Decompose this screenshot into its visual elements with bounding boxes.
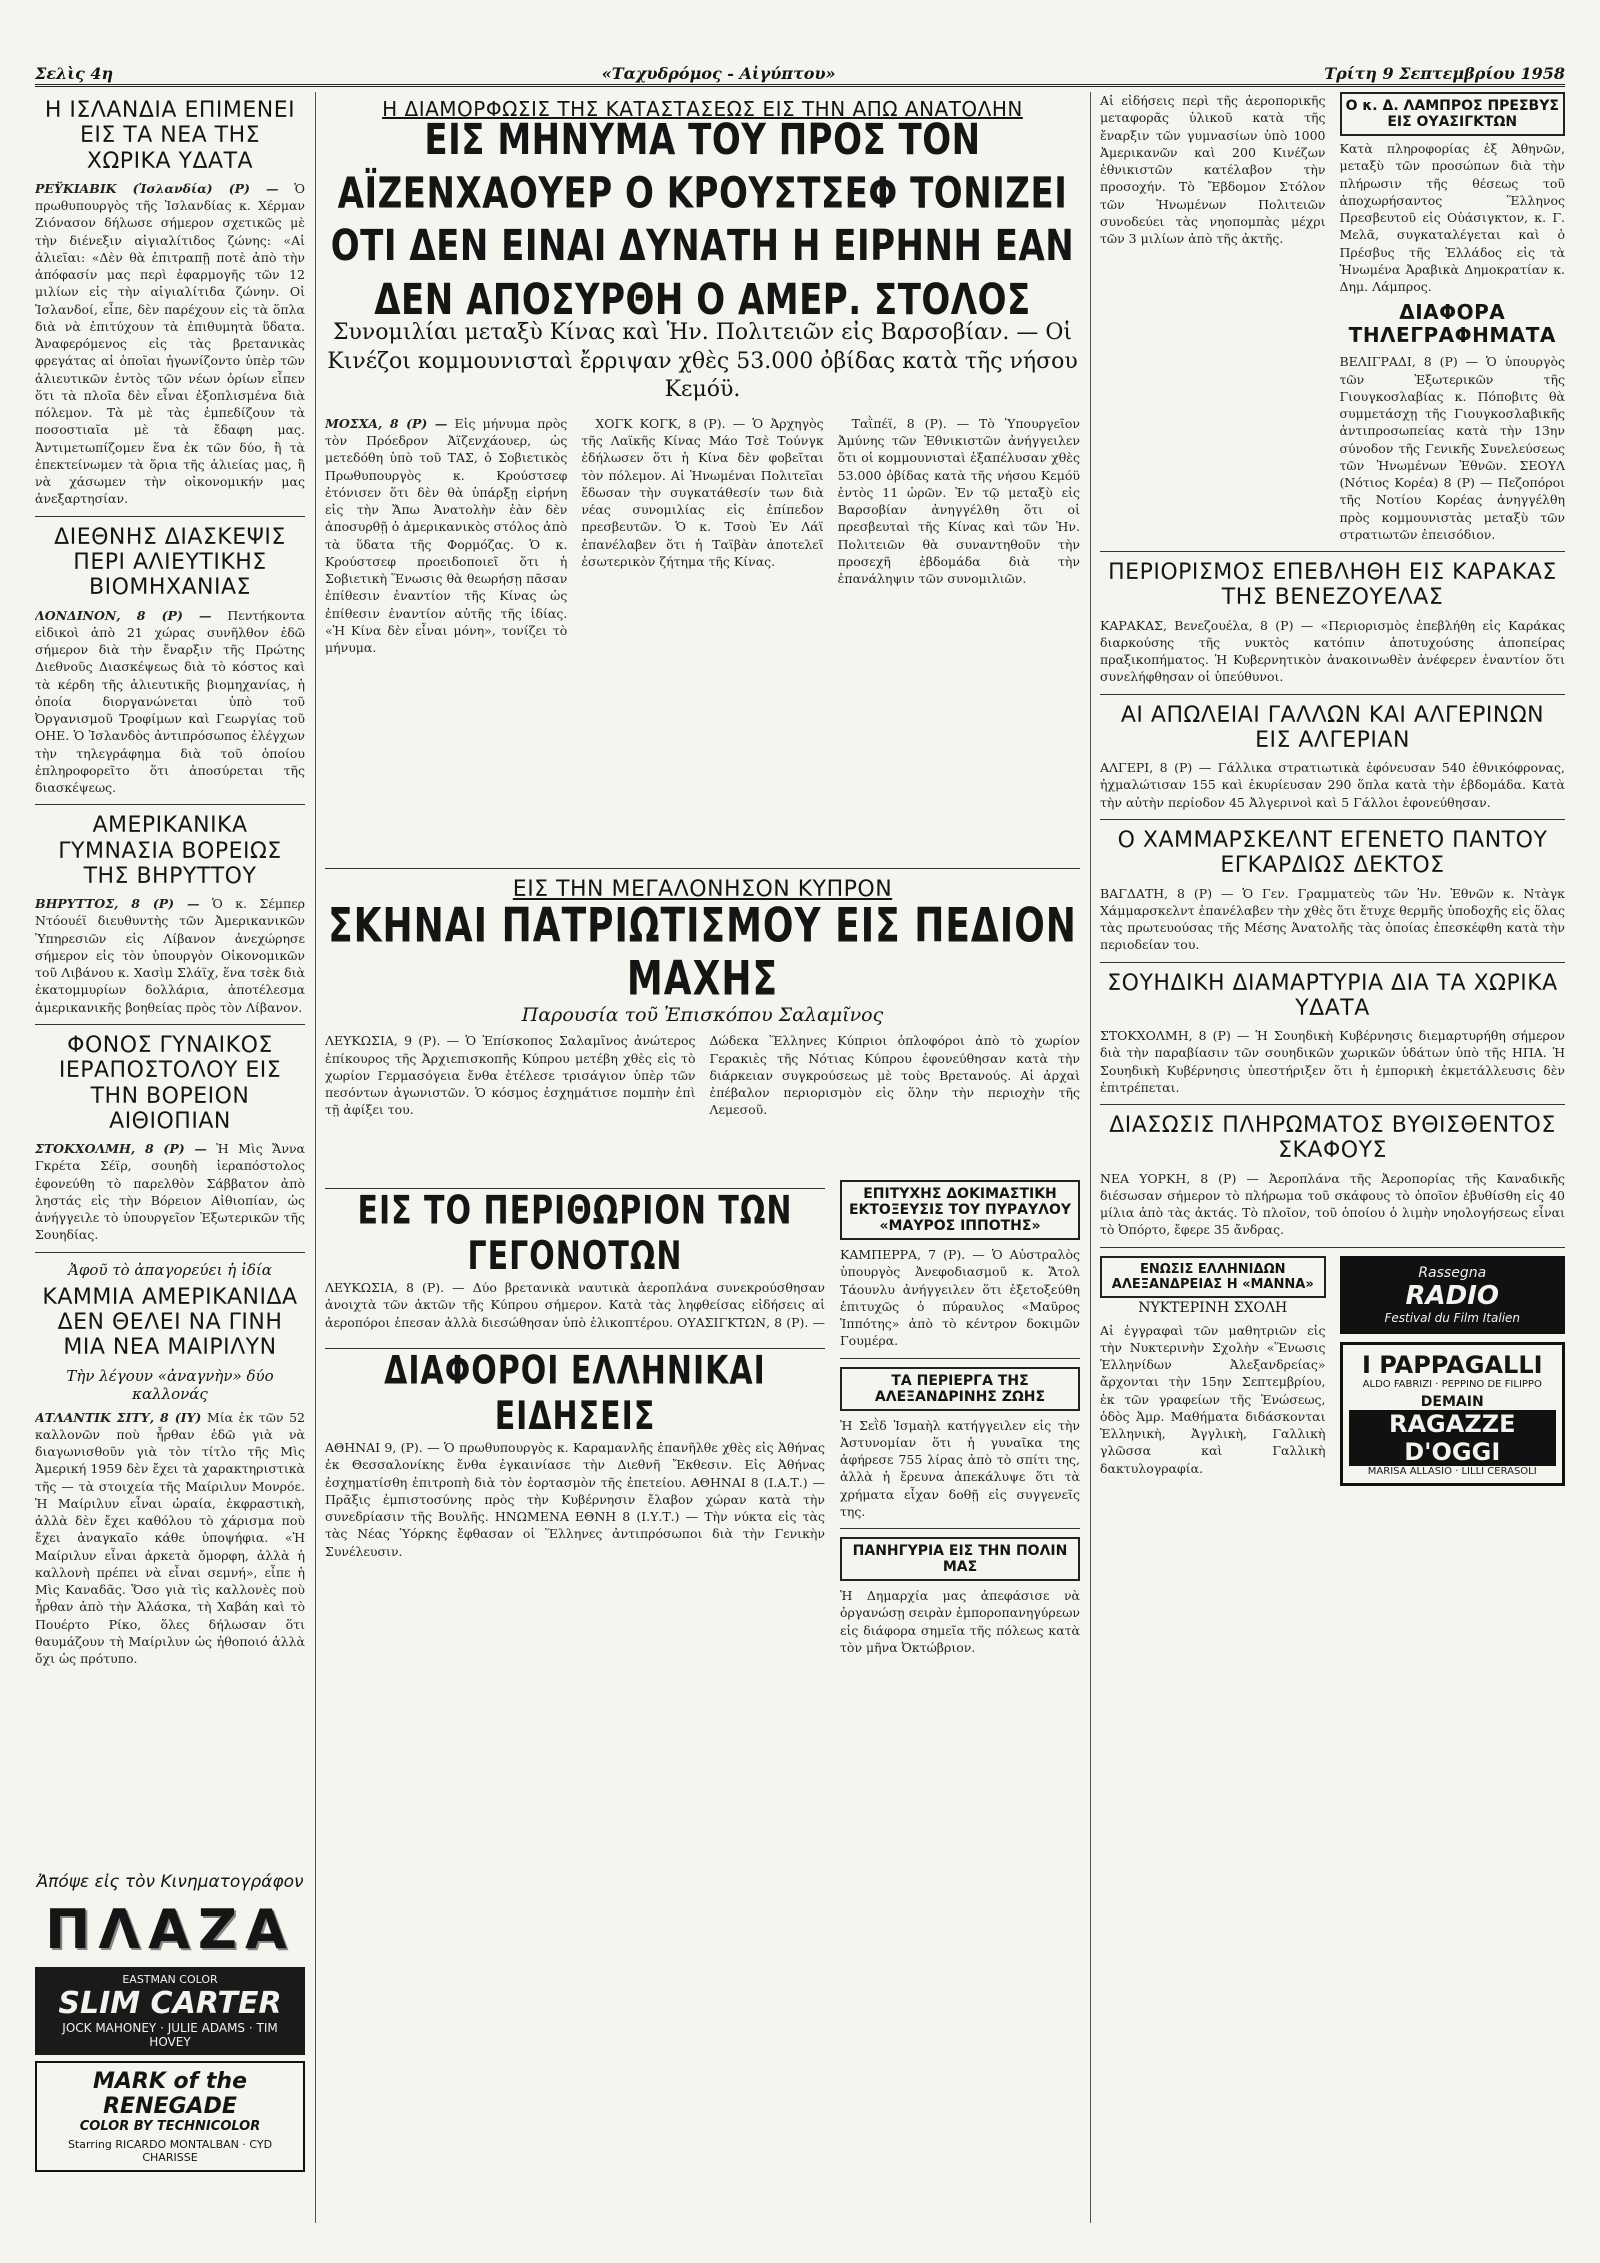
divider bbox=[35, 1252, 305, 1253]
divider bbox=[840, 1358, 1080, 1359]
dateline: ΡΕΫΚΙΑΒΙΚ (Ἰσλανδία) (P) — bbox=[35, 180, 279, 196]
divider bbox=[1100, 962, 1565, 963]
headline-marilyn: ΚΑΜΜΙΑ ΑΜΕΡΙΚΑΝΙΔΑ ΔΕΝ ΘΕΛΕΙ ΝΑ ΓΙΝΗ ΜΙΑ ΝΕΑ ΜΑΙΡΙΛΥΝ bbox=[42, 1284, 298, 1361]
masthead bbox=[35, 62, 1565, 87]
headline-swedish: ΣΟΥΗΔΙΚΗ ΔΙΑΜΑΡΤΥΡΙΑ ΔΙΑ ΤΑ ΧΩΡΙΚΑ ΥΔΑΤΑ bbox=[1107, 970, 1558, 1021]
italian-film-ads bbox=[1340, 1256, 1566, 1486]
body-text: Ὁ κ. Σέμπερ Ντόουέϊ διευθυντὴς τῶν Ἀμερικανικῶν Ὑπηρεσιῶν εἰς Λίβανον ἀνεχώρησε σήμερον εἰς τὸν ὑπουργὸν Οἰκονομικῶν τοῦ Λιβάνου κ. Χασὶμ Σλάϊχ, ἕνα τσὲκ διὰ ἐκατομμυρίων δολλάρια, ἀποτέλεσμα ἀμερικανικῆς βοηθείας πρὸς τὸν Λίβανον. bbox=[35, 896, 305, 1015]
margin-text: ΛΕΥΚΩΣΙΑ, 8 (P). — Δύο βρετανικὰ ναυτικὰ ἀεροπλάνα συνεκρούσθησαν ἀνοιχτὰ τῶν ἀκτῶν τῆς Κύπρου σήμερον. Κατὰ τὰς ληφθείσας εἰδήσεις αἱ ἀεροπόροι ἐπεσαν ἀλλὰ διεσώθησαν ὑπὸ ἐλικοπτέρου. ΟΥΑΣΙΓΚΤΩΝ, 8 (P). — bbox=[325, 1280, 825, 1330]
ad-line: Festival du Film Italien bbox=[1384, 1310, 1521, 1325]
manna-text: Αἱ ἐγγραφαὶ τῶν μαθητριῶν εἰς τὴν Νυκτερινὴν Σχολὴν «Ἕνωσις Ἑλληνίδων Ἀλεξανδρείας» ἄρχονται τὴν 15ην Σεπτεμβρίου, ἐκ τῶν γραφείων τῆς Ἑνώσεως, ὁδὸς Ἀμρ. Μαθήματα διδάσκονται Ἑλληνικὴ, Ἀγγλικὴ, Γαλλικὴ γλῶσσα καὶ Γαλλικὴ δακτυλογραφία. bbox=[1100, 1322, 1326, 1476]
lambros-box bbox=[1340, 92, 1566, 543]
cinema-ad bbox=[35, 1870, 305, 2220]
article-beirut bbox=[35, 895, 305, 1016]
dateline: ΛΟΝΔΙΝΟΝ, 8 (P) — bbox=[35, 607, 212, 623]
margin-headline: ΕΙΣ ΤΟ ΠΕΡΙΘΩΡΙΟΝ ΤΩΝ ΓΕΓΟΝΟΤΩΝ bbox=[357, 1188, 793, 1280]
rocket-headline: ΕΠΙΤΥΧΗΣ ΔΟΚΙΜΑΣΤΙΚΗ ΕΚΤΟΞΕΥΣΙΣ ΤΟΥ ΠΥΡΑΥΛΟΥ «ΜΑΥΡΟΣ ΙΠΠΟΤΗΣ» bbox=[840, 1180, 1080, 1240]
rescue-text: ΝΕΑ ΥΟΡΚΗ, 8 (P) — Ἀεροπλάνα τῆς Ἀεροπορίας τῆς Καναδικῆς διέσωσαν σήμερον τὸ πλήρωμα τοῦ σκάφους τὸ ὁποῖον ἐβυθίσθη εἰς 40 μίλια ἀπὸ τὰς ἀκτάς. Τὸ πλοῖον, τοῦ ὁποίου ὁ λιμὴν νηολογήσεως εἶναι τὸ Ὀπόρτο, ἔφερε 35 ἄνδρας. bbox=[1100, 1170, 1565, 1238]
ad-line: DEMAIN bbox=[1420, 1393, 1484, 1410]
kicker-marilyn: Ἀφοῦ τὸ ἀπαγορεύει ἡ ἰδία bbox=[68, 1260, 272, 1279]
middle-right-column bbox=[840, 1180, 1080, 2220]
divider bbox=[325, 868, 1080, 869]
ad-line: Rassegna bbox=[1418, 1264, 1487, 1281]
alex-life-text: Ἡ Σεῒδ Ἰσμαὴλ κατήγγειλεν εἰς τὴν Ἀστυνομίαν ὅτι ἡ γυναῖκα της ἀφήρεσε 755 λίρας ἀπὸ τὸ σπίτι της, ἀλλὰ ἡ ἔρευνα ἀπεκάλυψε ὅτι τὰ χρήματα εἶχαν δοθῇ εἰς συγγενεῖς της. bbox=[840, 1417, 1080, 1519]
algeria-text: ΑΛΓΕΡΙ, 8 (P) — Γάλλικα στρατιωτικὰ ἐφόνευσαν 540 ἐθνικόφρονας, ἠχμαλώτισαν 155 καὶ ἐκυρίευσαν 290 ὅπλα κατὰ τὴν ἑβδομάδα. Κατὰ τὴν αὐτὴν περίοδον 45 Ἀλγερινοὶ καὶ 5 Γάλλοι ἐφονεύθησαν. bbox=[1100, 760, 1565, 810]
cyprus-headline: ΣΚΗΝΑΙ ΠΑΤΡΙΩΤΙΣΜΟΥ ΕΙΣ ΠΕΔΙΟΝ ΜΑΧΗΣ bbox=[328, 899, 1077, 1007]
greek-news bbox=[325, 1340, 825, 2220]
dateline: ΒΗΡΥΤΤΟΣ, 8 (P) — bbox=[35, 896, 200, 912]
greek-text: ΑΘΗΝΑΙ 9, (P). — Ὁ πρωθυπουργὸς κ. Καραμανλῆς ἐπανῆλθε χθὲς εἰς Ἀθήνας ἐκ Θεσσαλονίκης ἔνθα ἐγκαινίασε τὴν Διεθνῆ Ἔκθεσιν. Εἰς Ἀθήνας ἐσχηματίσθη ἐπιτροπὴ διὰ τὸν ἐορτασμὸν τῆς ἐπετείου. ΑΘΗΝΑΙ 8 (Ι.Α.Τ.) — Πρᾶξις ἐμπιστοσύνης πρὸς τὴν Κυβέρνησιν ἔλαβον χώραν κατὰ τὴν συνεδρίασιν τῆς Βουλῆς. ΗΝΩΜΕΝΑ ΕΘΝΗ 8 (Ι.Υ.Τ.) — Τὴν νύκτα εἰς τὰς τὰς Νέας Ὑόρκης ἔφθασαν οἱ Ἕλληνες ἀντιπρόσωποι διὰ τὴν Γενικὴν Συνέλευσιν. bbox=[325, 1440, 825, 1559]
dateline: ΜΟΣΧΑ, 8 (P) — bbox=[325, 415, 448, 431]
manna-subhead: ΝΥΚΤΕΡΙΝΗ ΣΧΟΛΗ bbox=[1138, 1299, 1288, 1316]
headline-rescue: ΔΙΑΣΩΣΙΣ ΠΛΗΡΩΜΑΤΟΣ ΒΥΘΙΣΘΕΝΤΟΣ ΣΚΑΦΟΥΣ bbox=[1109, 1113, 1556, 1164]
manna-notice bbox=[1100, 1256, 1326, 1486]
headline-fisheries: ΔΙΕΘΝΗΣ ΔΙΑΣΚΕΨΙΣ ΠΕΡΙ ΑΛΙΕΥΤΙΚΗΣ ΒΙΟΜΗΧΑΝΙΑΣ bbox=[54, 524, 286, 601]
headline-iceland: Η ΙΣΛΑΝΔΙΑ ΕΠΙΜΕΝΕΙ ΕΙΣ ΤΑ ΝΕΑ ΤΗΣ ΧΩΡΙΚΑ ΥΔΑΤΑ bbox=[44, 98, 296, 174]
body-text: Μία ἐκ τῶν 52 καλλονῶν ποὺ ἦρθαν ἐδῶ γιὰ νὰ διαγωνισθοῦν γιὰ τὸν τίτλο τῆς Μὶς Ἀμερική 1959 δὲν ἔχει τὰ χαρακτηριστικὰ τῆς — τὰ στοιχεία τῆς Μαίριλυν Μονρόε. Ἡ Μαίριλυν εἶναι ὡραία, ἐκφραστικὴ, ἀλλὰ δὲν ἔχει καθόλου τὸ χάρισμα ποὺ ἔχει ἀναγκαῖο κάθε ὑποψήφια. «Ἡ Μαίριλυν εἶναι ἀρκετὰ ὄμορφη, ἀλλὰ ἡ καλλονὴ πρέπει νὰ εἶναι σεμνή», εἶπε ἡ Μὶς Καναδᾶς. Ὅσο γιὰ τὶς καλλονὲς ποὺ ἦρθαν ἀπὸ τὴν Ἀλάσκα, τὴ Χαβάη καὶ τὸ Πουέρτο Ρίκο, ὅλες δήλωσαν ὅτι θαυμάζουν τὴ Μαίριλυν ὡς ἠθοποιό ἀλλὰ ὄχι ὡς πρότυπο. bbox=[35, 1409, 305, 1666]
headline-caracas: ΠΕΡΙΟΡΙΣΜΟΣ ΕΠΕΒΛΗΘΗ ΕΙΣ ΚΑΡΑΚΑΣ ΤΗΣ ΒΕΝΕΖΟΥΕΛΑΣ bbox=[1108, 560, 1557, 611]
column-rule bbox=[1090, 92, 1091, 2223]
hammarskjold-text: ΒΑΓΔΑΤΗ, 8 (P) — Ὁ Γεν. Γραμματεὺς τῶν Ἡν. Ἐθνῶν κ. Ντὰγκ Χάμμαρσκελντ ἐπανέλαβεν τὴν χθὲς ὅτι ἔτυχε θερμῆς ὑποδοχῆς εἰς ὅλας τὰς πρωτευούσας τῆς Μέσης Ἀνατολῆς τὰς ὁποίας ἐπεσκέφθη κατὰ τὴν περιοδείαν του. bbox=[1100, 885, 1565, 953]
divider bbox=[1100, 819, 1565, 820]
lambros-headline: Ο κ. Δ. ΛΑΜΠΡΟΣ ΠΡΕΣΒΥΣ ΕΙΣ ΟΥΑΣΙΓΚΤΩΝ bbox=[1340, 92, 1566, 136]
fairs-text: Ἡ Δημαρχία μας ἀπεφάσισε νὰ ὀργανώσῃ σειρὰν ἐμποροπανηγύρεων εἰς διάφορα σημεῖα τῆς πόλεως κατὰ τὸν μῆνα Ὀκτώβριον. bbox=[840, 1588, 1080, 1655]
divider bbox=[840, 1528, 1080, 1529]
pappagalli-ad bbox=[1340, 1342, 1566, 1486]
body-text: Πεντήκοντα εἰδικοὶ ἀπὸ 21 χώρας συνῆλθον ἐδῶ σήμερον διὰ τὴν ἔναρξιν τῆς Πρώτης Διεθνοῦς Διασκέψεως διὰ τὸ κόστος καὶ τὰ κέρδη τῆς ἁλιευτικῆς βιομηχανίας, ἡ ὁποία διοργανώνεται ὑπὸ τοῦ Ὀργανισμοῦ Τροφίμων καὶ Γεωργίας τοῦ ΟΗΕ. Ὁ Ἰσλανδὸς ἀντιπρόσωπος ἐλέγχων τὴν τηλεγράφημα διὰ τοῦ ὁποίου ἐπληροφορεῖτο ὅτι ἀποσύρεται τῆς διασκέψεως. bbox=[35, 607, 305, 796]
issue-date: Τρίτη 9 Σεπτεμβρίου 1958 bbox=[1324, 63, 1565, 83]
column-rule bbox=[315, 92, 316, 2223]
headline-algeria: ΑΙ ΑΠΩΛΕΙΑΙ ΓΑΛΛΩΝ ΚΑΙ ΑΛΓΕΡΙΝΩΝ ΕΙΣ ΑΛΓΕΡΙΑΝ bbox=[1120, 702, 1545, 753]
main-text-2: ΧΟΓΚ ΚΟΓΚ, 8 (P). — Ὁ Ἀρχηγὸς τῆς Λαϊκῆς Κίνας Μάο Τσὲ Τούνγκ ἐδήλωσεν ὅτι ἡ Κίνα δὲν φοβεῖται τὸν πόλεμον. Αἱ Ἡνωμέναι Πολιτεῖαι ἔδωσαν τὴν συγκατάθεσίν των διὰ νέας συνομιλίας εἰς ἐπίπεδον πρεσβευτῶν. Ὁ κ. Τσοὺ Ἐν Λάϊ ἐπανέλαβεν ὅτι ἡ Ταϊβὰν ἀποτελεῖ ἐσωτερικὸν ζήτημα τῆς Κίνας. bbox=[581, 415, 824, 569]
right-main-continued: Αἱ εἰδήσεις περὶ τῆς ἀεροπορικῆς μεταφορᾶς ὑλικοῦ κατὰ τῆς ἔναρξιν τῶν γυμνασίων ὑπὸ 1000 Ἀμερικανῶν καὶ 200 Κινέζων ἐθνικιστῶν κατέλαβον τὴν προσοχήν. Τὸ Ἔβδομον Στόλον τῶν Ἡνωμένων Πολιτειῶν συνοδεύει τὰς νηοπομπὰς μέχρι τῶν 3 μιλίων ἀπὸ τῆς ἀκτῆς. bbox=[1100, 93, 1326, 246]
film-cast: Starring RICARDO MONTALBAN · CYD CHARISSE bbox=[67, 2138, 273, 2164]
cyprus-deck: Παρουσία τοῦ Ἐπισκόπου Σαλαμῖνος bbox=[521, 1004, 884, 1027]
body-text: Ἡ Μὶς Ἄννα Γκρέτα Σέϊρ, σουηδὴ ἱεραπόστολος ἐφονεύθη τὸ παρελθὸν Σάββατον ἀπὸ ληστάς εἰς τὴν Βόρειον Αἰθιοπίαν, ὡς ἀνήγγειλε τὸ ὑπουργεῖον Ἐξωτερικῶν τῆς Σουηδίας. bbox=[35, 1141, 305, 1243]
film-cast: MARISA ALLASIO · LILLI CERASOLI bbox=[1367, 1465, 1537, 1477]
main-kicker: Η ΔΙΑΜΟΡΦΩΣΙΣ ΤΗΣ ΚΑΤΑΣΤΑΣΕΩΣ ΕΙΣ ΤΗΝ ΑΠΩ ΑΝΑΤΟΛΗΝ bbox=[382, 97, 1023, 121]
film-ad-1 bbox=[35, 1967, 305, 2055]
right-bottom bbox=[1100, 1256, 1565, 1486]
film-color: EASTMAN COLOR bbox=[122, 1973, 218, 1986]
headline-hammarskjold: Ο ΧΑΜΜΑΡΣΚΕΛΝΤ ΕΓΕΝΕΤΟ ΠΑΝΤΟΥ ΕΓΚΑΡΔΙΩΣ ΔΕΚΤΟΣ bbox=[1117, 827, 1548, 879]
cyprus-text-1: ΛΕΥΚΩΣΙΑ, 9 (P). — Ὁ Ἐπίσκοπος Σαλαμῖνος ἀνώτερος ἐπίκουρος τῆς Ἀρχιεπισκοπῆς Κύπρου μετέβη χθὲς εἰς τὸ χωρίον Γερμασόγεια ἔνθα ἐτέλεσε τρισάγιον ὑπὲρ τῶν πεσόντων ἀγωνιστῶν. Ὁ κόσμος ἐσχημάτισε πομπὴν ἐπὶ τῇ ἀφίξει του. bbox=[325, 1033, 696, 1118]
cyprus-text-2: Δώδεκα Ἕλληνες Κύπριοι ὁπλοφόροι ἀπὸ τὸ χωρίον Γερακιὲς τῆς Νότιας Κύπρου ἐφονεύθησαν κατὰ τὴν διάρκειαν συγκρούσεως μὲ τοὺς Βρετανούς. Αἱ ἀρχαὶ ἐπέβαλον περιορισμὸν εἰς ὅλην τὴν περιοχὴν τῆς Λεμεσοῦ. bbox=[709, 1033, 1080, 1118]
dateline: ΑΤΛΑΝΤΙΚ ΣΙΤΥ, 8 (ΙΥ) bbox=[35, 1409, 202, 1425]
divider bbox=[1100, 694, 1565, 695]
main-columns bbox=[325, 415, 1080, 657]
cyprus-columns bbox=[325, 1032, 1080, 1118]
film-title: RAGAZZE D'OGGI bbox=[1349, 1410, 1557, 1466]
film-title: MARK of the RENEGADE bbox=[92, 2069, 247, 2119]
film-title: I PAPPAGALLI bbox=[1361, 1350, 1543, 1379]
film-color: COLOR BY TECHNICOLOR bbox=[79, 2119, 261, 2134]
film-cast: ALDO FABRIZI · PEPPINO DE FILIPPO bbox=[1362, 1378, 1542, 1390]
main-story bbox=[325, 92, 1080, 847]
film-title: SLIM CARTER bbox=[58, 1986, 282, 2021]
manna-headline: ΕΝΩΣΙΣ ΕΛΛΗΝΙΔΩΝ ΑΛΕΞΑΝΔΡΕΙΑΣ Η «ΜΑΝΝΑ» bbox=[1100, 1256, 1326, 1298]
cyprus-story bbox=[325, 860, 1080, 1170]
ad-kicker: Ἀπόψε εἰς τὸν Κινηματογράφον bbox=[36, 1872, 304, 1892]
main-text-1 bbox=[325, 415, 567, 657]
main-headline: ΕΙΣ ΜΗΝΥΜΑ ΤΟΥ ΠΡΟΣ ΤΟΝ ΑΪΖΕΝΧΑΟΥΕΡ Ο ΚΡΟΥΣΤΣΕΦ ΤΟΝΙΖΕΙ ΟΤΙ ΔΕΝ ΕΙΝΑΙ ΔΥΝΑΤΗ Η ΕΙΡΗΝΗ ΕΑΝ ΔΕΝ ΑΠΟΣΥΡΘΗ Ο ΑΜΕΡ. ΣΤΟΛΟΣ bbox=[330, 115, 1075, 325]
headline-ethiopia: ΦΟΝΟΣ ΓΥΝΑΙΚΟΣ ΙΕΡΑΠΟΣΤΟΛΟΥ ΕΙΣ ΤΗΝ ΒΟΡΕΙΟΝ ΑΙΘΙΟΠΙΑΝ bbox=[58, 1032, 282, 1134]
greek-headline: ΔΙΑΦΟΡΟΙ ΕΛΛΗΝΙΚΑΙ ΕΙΔΗΣΕΙΣ bbox=[384, 1348, 766, 1440]
divider bbox=[1100, 1104, 1565, 1105]
divider bbox=[35, 516, 305, 517]
telegrams-text: ΒΕΛΙΓΡΑΔΙ, 8 (P) — Ὁ ὑπουργὸς τῶν Ἐξωτερικῶν τῆς Γιουγκοσλαβίας κ. Πόποβιτς θὰ συμμετάσχῃ τῆς Γιουγκοσλαβικῆς ἀντιπροσωπείας κατὰ τὴν 13ην σύνοδον τῆς Γενικῆς Συνελεύσεως τῶν Ἡνωμένων Ἐθνῶν. ΣΕΟΥΛ (Νότιος Κορέα) 8 (P) — Πεζοπόροι τῆς Νοτίου Κορέας ἀνηγγέλθη πρὸς κομμουνιστὰς μεταξὺ τῶν στρατιωτῶν ἐπεισόδιον. bbox=[1339, 354, 1565, 542]
margin-story bbox=[325, 1180, 825, 1330]
divider bbox=[1100, 1247, 1565, 1248]
article-ethiopia bbox=[35, 1140, 305, 1244]
divider bbox=[35, 1024, 305, 1025]
divider bbox=[35, 804, 305, 805]
film-cast: JOCK MAHONEY · JULIE ADAMS · TIM HOVEY bbox=[62, 2021, 278, 2049]
body-text: Ὁ πρωθυπουργὸς τῆς Ἰσλανδίας κ. Χέρμαν Ζιόνασον δήλωσε σήμερον σχετικῶς μὲ τὴν διένεξιν αἰγιαλίτιδος ζώνης: «Αἱ ἁλιεῖαι: «Δὲν θὰ ἐπιτραπῇ ποτὲ ἀπὸ τὴν ἀπόφασίν μας περὶ ἐφαρμογῆς τῶν 12 μιλίων εἰς τὴν αἰγιαλίτιδα ζώνην. Οἱ Ἰσλανδοί, εἶπε, δὲν παρέχουν εἰς τὰ ὅπλα διὰ νὰ ἐπιτύχουν τὰ ἐπιθυμητὰ ὕδατα. Ἀναφερόμενος εἰς τὰς βρετανικὰς φρεγάτας αἱ ὁποῖαι ἠγωνίζοντο ὑπὲρ τῶν ἁλιευτικῶν ἐντὸς τῶν νέων ὁρίων εἶπεν ὅτι τὰ πλοῖα δὲν εἶναι ἐξοπλισμένα διὰ πόλεμον. Τὰ μὲ τὰς ἐμπεδίζουν τὰ ποσοστιαῖα μὲ τὰ ἔδαφη μας. Ἀντιμετωπίζομεν ἕνα ἐκ τῶν δύο, ἢ τὰ ἐπεκτείνωμεν τὰ ὅρια τῆς ἁλιείας μας, ἢ νὰ χάσωμεν τὴν οἰκονομικήν μας ἀνεξαρτησίαν. bbox=[35, 180, 305, 507]
alex-life-headline: ΤΑ ΠΕΡΙΕΡΓΑ ΤΗΣ ΑΛΕΞΑΝΔΡΙΝΗΣ ΖΩΗΣ bbox=[840, 1367, 1080, 1411]
article-marilyn bbox=[35, 1409, 305, 1668]
subhead-marilyn: Τὴν λέγουν «ἀναγνὴν» δύο καλλονάς bbox=[66, 1366, 274, 1403]
radio-festival-ad bbox=[1340, 1256, 1566, 1334]
cinema-name: ΠΛΑΖΑ bbox=[45, 1898, 295, 1961]
article-iceland bbox=[35, 180, 305, 508]
article-fisheries bbox=[35, 607, 305, 797]
headline-telegrams: ΔΙΑΦΟΡΑ ΤΗΛΕΓΡΑΦΗΜΑΤΑ bbox=[1348, 300, 1556, 348]
newspaper-title: «Ταχυδρόμος - Αἰγύπτου» bbox=[601, 63, 836, 83]
film-ad-2 bbox=[35, 2061, 305, 2172]
divider bbox=[1100, 551, 1565, 552]
ad-line: RADIO bbox=[1405, 1280, 1499, 1311]
dateline: ΣΤΟΚΧΟΛΜΗ, 8 (P) — bbox=[35, 1141, 207, 1157]
fairs-headline: ΠΑΝΗΓΥΡΙΑ ΕΙΣ ΤΗΝ ΠΟΛΙΝ ΜΑΣ bbox=[840, 1537, 1080, 1581]
headline-beirut: ΑΜΕΡΙΚΑΝΙΚΑ ΓΥΜΝΑΣΙΑ ΒΟΡΕΙΩΣ ΤΗΣ ΒΗΡΥΤΤΟΥ bbox=[58, 813, 282, 889]
right-column bbox=[1100, 92, 1565, 2223]
main-deck: Συνομιλίαι μεταξὺ Κίνας καὶ Ἡν. Πολιτειῶν εἰς Βαρσοβίαν. — Οἱ Κινέζοι κομμουνισταὶ ἔρριψαν χθὲς 53.000 ὀβίδας κατὰ τῆς νήσου Κεμόϋ. bbox=[327, 320, 1078, 403]
page-number: Σελὶς 4η bbox=[35, 63, 114, 83]
caracas-text: ΚΑΡΑΚΑΣ, Βενεζουέλα, 8 (P) — «Περιορισμὸς ἐπεβλήθη εἰς Καράκας διαρκούσης τῆς νυκτὸς κατόπιν ἀποτυχούσης ἀποπείρας πραξικοπήματος. Ἡ Κυβερνητικὸν ἀνακοινωθὲν ἀνέφερεν ἐναντίον ὅτι συνελήφθησαν οἱ ὑπεύθυνοι. bbox=[1100, 617, 1565, 685]
cyprus-kicker: ΕΙΣ ΤΗΝ ΜΕΓΑΛΟΝΗΣΟΝ ΚΥΠΡΟΝ bbox=[512, 877, 893, 902]
right-top bbox=[1100, 92, 1565, 543]
body-text: Εἰς μήνυμα πρὸς τὸν Πρόεδρον Ἀϊζενχάουερ, ὡς μετεδόθη ὑπὸ τοῦ ΤΑΣ, ὁ Σοβιετικὸς Πρωθυπουργὸς κ. Κρούστσεφ ἐτόνισεν ὅτι δὲν θὰ ὑπάρξῃ εἰρήνη εἰς τὴν Ἄπω Ἀνατολὴν ἐὰν δὲν ἀποσυρθῇ ὁ ἀμερικανικὸς στόλος ἀπὸ τὰ ὕδατα τῆς Φορμόζας. Ὁ κ. Κρούστσεφ προειδοποιεῖ ὅτι ἡ Σοβιετικὴ Ἕνωσις θὰ θεωρήσῃ πᾶσαν ἐπίθεσιν ἐναντίον τῆς Κίνας ὡς ἐπίθεσιν ἐναντίον αὐτῆς τῆς ἰδίας. «Ἡ Κίνα δὲν εἶναι μόνη», τονίζει τὸ μήνυμα. bbox=[325, 415, 568, 656]
lambros-text: Κατὰ πληροφορίας ἐξ Ἀθηνῶν, μεταξὺ τῶν προσώπων διὰ τὴν πλήρωσιν τῆς θέσεως τοῦ ἀποχωρήσαντος Ἕλληνος Πρεσβευτοῦ εἰς Οὐάσιγκτον, κ. Γ. Μελᾶ, συγκαταλέγεται καὶ ὁ Πρέσβυς τῆς Ἑλλάδος εἰς τὰ Ἡνωμένα Ἀραβικὰ Δημοκρατίαν κ. Δημ. Λάμπρος. bbox=[1339, 141, 1565, 294]
swedish-text: ΣΤΟΚΧΟΛΜΗ, 8 (P) — Ἡ Σουηδικὴ Κυβέρνησις διεμαρτυρήθη σήμερον διὰ τὴν παραβίασιν τῶν σουηδικῶν χωρικῶν ὑδάτων ὑπὸ τῆς ΗΠΑ. Ἡ Σουηδικὴ Κυβέρνησις ὑπεστήριξεν ὅτι ἡ ἐμπορικὴ ἐκμετάλλευσις δὲν ἐπιτρέπεται. bbox=[1100, 1028, 1565, 1095]
rocket-text: ΚΑΜΠΕΡΡΑ, 7 (P). — Ὁ Αὐστραλὸς ὑπουργὸς Ἀνεφοδιασμοῦ κ. Ἄτολ Τάουνλυ ἀνήγγειλεν ὅτι ἐξετοξεύθη ἐπιτυχῶς ὁ πύραυλος «Μαῦρος Ἱππότης» ἀπὸ τὸ κέντρον δοκιμῶν Γουμέρα. bbox=[840, 1247, 1080, 1349]
main-text-3: Ταῒπέϊ, 8 (P). — Τὸ Ὑπουργεῖον Ἀμύνης τῶν Ἐθνικιστῶν ἀνήγγειλεν ὅτι οἱ κομμουνισταὶ ἐξαπέλυσαν χθὲς 53.000 ὀβίδας κατὰ τῆς νήσου Κεμόϋ ἐντὸς 11 ὡρῶν. Ἐν τῷ μεταξὺ εἰς Βαρσοβίαν ἀνηγγέλθη ὅτι οἱ πρεσβευταὶ τῆς Κίνας καὶ τῶν Ἡν. Πολιτειῶν θὰ συναντηθοῦν τὴν προσεχῆ ἑβδομάδα διὰ τὴν ἐπανάληψιν τῶν συνομιλιῶν. bbox=[837, 415, 1080, 587]
